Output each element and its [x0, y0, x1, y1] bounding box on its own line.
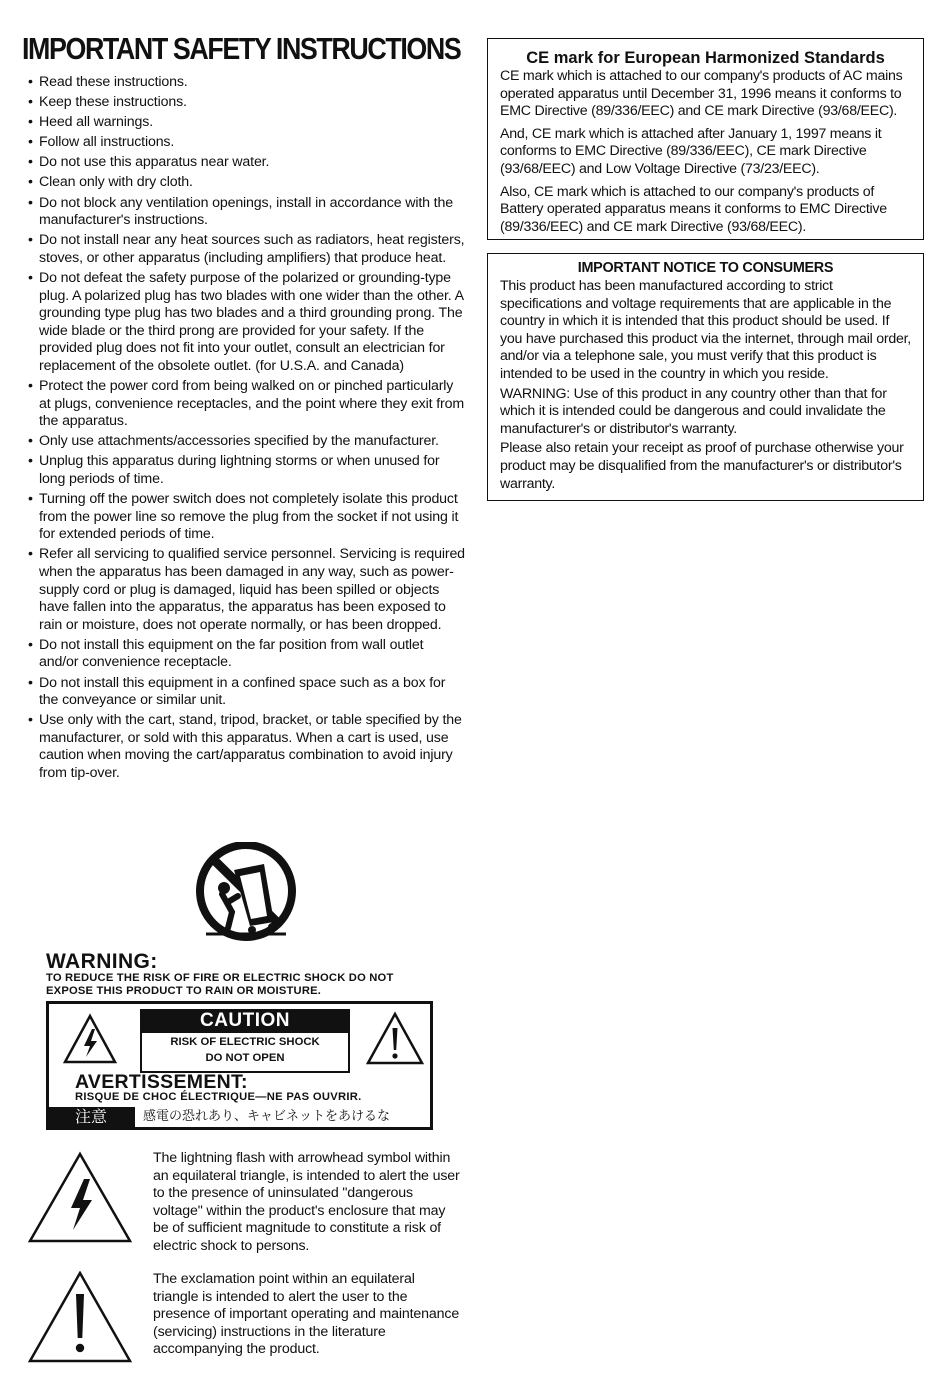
list-item: [26, 195, 466, 230]
japanese-warning-label: 注意: [74, 1107, 107, 1126]
list-item-text: Do not install near any heat sources such as radiators, heat registers, stoves, or other apparatus (including amplifiers) that produce heat.: [39, 232, 465, 266]
notice-paragraph: Please also retain your receipt as proof of purchase otherwise your product may be disqualified from the manufacturer's or distributor's warranty.: [500, 440, 904, 492]
list-item-text: Only use attachments/accessories specified by the manufacturer.: [39, 433, 439, 450]
list-item: [26, 453, 466, 488]
list-item: [26, 675, 466, 710]
ce-mark-title: CE mark for European Harmonized Standards: [526, 49, 885, 67]
caution-header: CAUTION: [140, 1009, 350, 1033]
bullet: •: [28, 378, 33, 394]
bullet: •: [28, 94, 33, 111]
list-item-text: Do not install this equipment in a confined space such as a box for the conveyance or similar unit.: [39, 674, 446, 709]
list-item: [26, 378, 466, 431]
list-item-text: Do not use this apparatus near water.: [39, 154, 270, 171]
list-item-text: Refer all servicing to qualified service personnel. Servicing is required when the apparatus has been damaged in any way, such as power-supply cord or plug is damaged, liquid has been spilled or objects have fallen into the apparatus, the apparatus has been exposed to rain or moisture, does not operate normally, or has been dropped.: [39, 546, 465, 633]
bullet: •: [28, 674, 33, 691]
exclamation-triangle-icon: [365, 1011, 425, 1072]
lightning-triangle-icon: [26, 1150, 134, 1251]
bullet: •: [28, 114, 33, 131]
list-item: [26, 712, 466, 782]
japanese-warning-text: 感電の恐れあり、キャビネットをあけるな: [135, 1107, 430, 1127]
bullet: •: [28, 453, 33, 470]
consumer-notice-title: IMPORTANT NOTICE TO CONSUMERS: [577, 260, 834, 276]
list-item-text: Follow all instructions.: [39, 134, 175, 151]
warning-line-1: TO REDUCE THE RISK OF FIRE OR ELECTRIC SHOCK DO NOT: [46, 972, 394, 984]
list-item: [26, 637, 466, 672]
caution-sub-line-2: DO NOT OPEN: [205, 1051, 285, 1064]
list-item-text: Read these instructions.: [39, 74, 188, 90]
caution-subtext: [140, 1033, 350, 1073]
list-item: [26, 174, 466, 192]
caution-sub-line-1: RISK OF ELECTRIC SHOCK: [170, 1036, 320, 1048]
bullet: •: [28, 712, 33, 729]
bullet: •: [28, 546, 33, 563]
japanese-warning-bar: [49, 1107, 430, 1127]
list-item-text: Heed all warnings.: [39, 114, 154, 131]
ce-mark-box: [487, 38, 924, 240]
list-item: [26, 546, 466, 634]
cart-tipover-icon: [194, 842, 298, 951]
list-item: [26, 232, 466, 267]
lightning-explanation-text: The lightning flash with arrowhead symbol within an equilateral triangle, is intended to alert the user to the presence of uninsulated "dangerous voltage" within the product's enclosure that may be of sufficient magnitude to constitute a risk of electric shock to persons.: [153, 1150, 460, 1254]
bullet: •: [28, 134, 33, 151]
bullet: •: [28, 269, 33, 286]
list-item: [26, 433, 466, 451]
caution-label: [46, 1001, 433, 1130]
list-item: [26, 154, 466, 172]
ce-paragraph: And, CE mark which is attached after January 1, 1997 means it conforms to EMC Directive (89/336/EEC), CE mark Directive (93/68/EEC) and Low Voltage Directive (73/23/EEC).: [500, 125, 882, 177]
exclamation-explanation-text: The exclamation point within an equilateral triangle is intended to alert the user to the presence of important operating and maintenance (servicing) instructions in the literature accompanying the product.: [153, 1271, 460, 1358]
warning-title: WARNING:: [46, 950, 158, 973]
list-item-text: Turning off the power switch does not completely isolate this product from the power line so remove the plug from the socket if not using it for extended periods of time.: [39, 491, 459, 543]
ce-paragraph: Also, CE mark which is attached to our company's products of Battery operated apparatus means it conforms to EMC Directive (89/336/EEC) and CE mark Directive (93/68/EEC).: [500, 183, 887, 235]
ce-paragraph: CE mark which is attached to our company's products of AC mains operated apparatus until December 31, 1996 means it conforms to EMC Directive (89/336/EEC) and CE mark Directive (93/68/EEC).: [500, 68, 903, 120]
list-item: [26, 134, 466, 152]
list-item-text: Do not install this equipment on the far position from wall outlet and/or convenience receptacle.: [39, 636, 424, 671]
bullet: •: [28, 154, 33, 171]
list-item-text: Do not block any ventilation openings, install in accordance with the manufacturer's instructions.: [39, 194, 453, 229]
list-item-text: Unplug this apparatus during lightning storms or when unused for long periods of time.: [39, 453, 440, 487]
list-item: [26, 74, 466, 92]
bullet: •: [28, 433, 33, 450]
bullet: •: [28, 232, 33, 249]
list-item-text: Use only with the cart, stand, tripod, bracket, or table specified by the manufacturer, or sold with this apparatus. When a cart is used, use caution when moving the cart/apparatus combination to avoid injury from tip-over.: [39, 712, 462, 781]
bullet: •: [28, 194, 33, 211]
safety-instructions-section: [22, 30, 466, 785]
lightning-triangle-icon: [62, 1013, 118, 1070]
list-item: [26, 94, 466, 112]
avertissement-text: RISQUE DE CHOC ÉLECTRIQUE—NE PAS OUVRIR.: [75, 1091, 362, 1103]
avertissement-title: AVERTISSEMENT:: [75, 1071, 248, 1093]
bullet: •: [28, 74, 33, 90]
list-item: [26, 114, 466, 132]
right-column: [487, 38, 924, 501]
bullet: •: [28, 636, 33, 653]
consumer-notice-box: [487, 253, 924, 501]
exclamation-triangle-icon: [26, 1271, 134, 1372]
warning-line-2: EXPOSE THIS PRODUCT TO RAIN OR MOISTURE.: [46, 985, 322, 997]
list-item: [26, 270, 466, 376]
list-item: [26, 491, 466, 544]
warning-block: [46, 952, 446, 998]
list-item-text: Do not defeat the safety purpose of the polarized or grounding-type plug. A polarized plug has two blades with one wider than the other. A grounding type plug has two blades and a third grounding prong. The wide blade or the third prong are provided for your safety. If the provided plug does not fit into your outlet, consult an electrician for replacement of the obsolete outlet. (for U.S.A. and Canada): [39, 269, 464, 374]
list-item-text: Keep these instructions.: [39, 94, 187, 111]
list-item-text: Protect the power cord from being walked on or pinched particularly at plugs, convenience receptacles, and the point where they exit from the apparatus.: [39, 378, 464, 430]
bullet: •: [28, 174, 33, 191]
bullet: •: [28, 491, 33, 508]
page-title: IMPORTANT SAFETY INSTRUCTIONS: [22, 32, 461, 66]
notice-paragraph: This product has been manufactured according to strict specifications and voltage requirements that are applicable in the country in which it is intended that this product should be used. If you have purchased this product via the internet, through mail order, and/or via a telephone sale, you must verify that this product is intended to be used in the country in which you reside.: [500, 278, 911, 382]
safety-list: [26, 74, 466, 783]
notice-paragraph: WARNING: Use of this product in any country other than that for which it is intended could be dangerous and could invalidate the manufacturer's or distributor's warranty.: [500, 385, 887, 437]
list-item-text: Clean only with dry cloth.: [39, 174, 193, 191]
